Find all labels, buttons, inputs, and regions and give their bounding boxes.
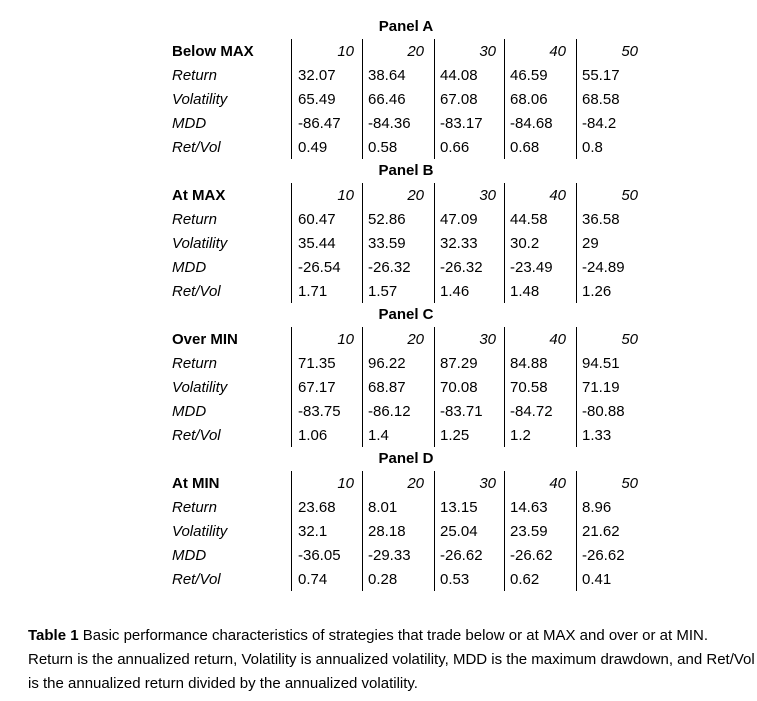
table-cell: 36.58 [582,211,620,228]
table-cell: 1.71 [298,283,328,300]
column-header: 10 [337,187,354,204]
table-cell: -23.49 [510,259,553,276]
table-cell: 67.17 [298,379,336,396]
column-divider [504,327,505,447]
column-header: 30 [479,331,496,348]
table-cell: 38.64 [368,67,406,84]
column-divider [362,327,363,447]
table-cell: 46.59 [510,67,548,84]
row-label: Ret/Vol [172,283,221,300]
table-cell: 0.68 [510,139,540,156]
column-divider [504,471,505,591]
table-cell: 52.86 [368,211,406,228]
column-divider [576,327,577,447]
row-label: Ret/Vol [172,571,221,588]
row-label: MDD [172,547,207,564]
table-cell: -26.54 [298,259,341,276]
table-cell: 0.8 [582,139,603,156]
table-cell: -84.68 [510,115,553,132]
table-cell: -26.62 [510,547,553,564]
table-row [0,377,757,401]
column-header: 20 [407,475,424,492]
table-cell: -83.17 [440,115,483,132]
table-row [0,233,757,257]
table-cell: 25.04 [440,523,478,540]
table-cell: 44.58 [510,211,548,228]
row-label: Ret/Vol [172,427,221,444]
table-cell: 28.18 [368,523,406,540]
row-label: Return [172,499,218,516]
table-cell: 0.58 [368,139,398,156]
panel-header-label: At MIN [172,475,220,492]
column-divider [291,327,292,447]
table-cell: 32.33 [440,235,478,252]
table-panel [0,306,757,450]
table-cell: -26.32 [440,259,483,276]
table-cell: 68.87 [368,379,406,396]
table-cell: 1.26 [582,283,612,300]
table-cell: -26.62 [440,547,483,564]
table-cell: 71.35 [298,355,336,372]
table-cell: 0.28 [368,571,398,588]
row-label: MDD [172,259,207,276]
row-label: Ret/Vol [172,139,221,156]
table-cell: 1.33 [582,427,612,444]
table-cell: 71.19 [582,379,620,396]
column-divider [291,39,292,159]
table-cell: 68.58 [582,91,620,108]
column-divider [362,39,363,159]
table-cell: 1.57 [368,283,398,300]
table-cell: -24.89 [582,259,625,276]
table-cell: 94.51 [582,355,620,372]
panel-header-row [0,473,757,497]
table-cell: 55.17 [582,67,620,84]
table-row [0,281,757,305]
table-cell: 70.58 [510,379,548,396]
table-cell: 65.49 [298,91,336,108]
column-header: 30 [479,187,496,204]
row-label: Volatility [172,91,228,108]
table-cell: 1.46 [440,283,470,300]
table-cell: -86.47 [298,115,341,132]
column-divider [362,471,363,591]
table-cell: 1.25 [440,427,470,444]
table-cell: 1.4 [368,427,389,444]
table-cell: 33.59 [368,235,406,252]
table-cell: -36.05 [298,547,341,564]
panel-header-label: At MAX [172,187,226,204]
column-header: 10 [337,331,354,348]
table-cell: -86.12 [368,403,411,420]
table-cell: 0.66 [440,139,470,156]
column-header: 50 [621,187,638,204]
table-cell: -26.62 [582,547,625,564]
column-header: 50 [621,43,638,60]
table-cell: -26.32 [368,259,411,276]
table-cell: 0.74 [298,571,328,588]
row-label: MDD [172,115,207,132]
column-divider [504,183,505,303]
column-header: 20 [407,43,424,60]
panel-title: Panel D [378,450,434,467]
table-row [0,65,757,89]
row-label: Volatility [172,523,228,540]
panel-header-label: Below MAX [172,43,254,60]
table-cell: 47.09 [440,211,478,228]
column-divider [504,39,505,159]
column-header: 10 [337,475,354,492]
table-cell: 21.62 [582,523,620,540]
column-header: 10 [337,43,354,60]
table-cell: 67.08 [440,91,478,108]
table-cell: 32.1 [298,523,328,540]
column-header: 40 [549,187,566,204]
column-header: 30 [479,475,496,492]
table-cell: 70.08 [440,379,478,396]
table-cell: 0.53 [440,571,470,588]
table-row [0,137,757,161]
table-cell: 35.44 [298,235,336,252]
table-cell: 60.47 [298,211,336,228]
table-cell: -83.75 [298,403,341,420]
row-label: Volatility [172,235,228,252]
column-header: 20 [407,187,424,204]
table-cell: 0.49 [298,139,328,156]
table-cell: -84.36 [368,115,411,132]
table-cell: -84.2 [582,115,617,132]
table-cell: 1.06 [298,427,328,444]
column-divider [291,183,292,303]
table-row [0,569,757,593]
table-panel [0,450,757,594]
panel-title: Panel A [378,18,434,35]
table-cell: 1.48 [510,283,540,300]
caption-label: Table 1 [28,627,79,644]
column-divider [291,471,292,591]
table-cell: -80.88 [582,403,625,420]
table-row [0,425,757,449]
table-row [0,89,757,113]
column-header: 50 [621,331,638,348]
table-cell: -29.33 [368,547,411,564]
table-cell: 32.07 [298,67,336,84]
table-cell: 68.06 [510,91,548,108]
table-cell: 84.88 [510,355,548,372]
table-cell: 8.96 [582,499,612,516]
column-divider [434,39,435,159]
table-cell: -83.71 [440,403,483,420]
table-panel [0,18,757,162]
column-divider [362,183,363,303]
table-cell: 0.41 [582,571,612,588]
panel-header-row [0,329,757,353]
panel-header-row [0,41,757,65]
column-divider [576,183,577,303]
table-cell: -84.72 [510,403,553,420]
column-divider [434,471,435,591]
table-cell: 23.68 [298,499,336,516]
column-header: 50 [621,475,638,492]
column-divider [434,327,435,447]
column-header: 20 [407,331,424,348]
table-panel [0,162,757,306]
table-cell: 44.08 [440,67,478,84]
panel-title: Panel C [378,306,434,323]
row-label: Return [172,211,218,228]
table-cell: 14.63 [510,499,548,516]
table-cell: 29 [582,235,599,252]
table-cell: 96.22 [368,355,406,372]
table-row [0,401,757,425]
table-row [0,497,757,521]
table-row [0,113,757,137]
column-header: 40 [549,43,566,60]
caption-text: Basic performance characteristics of strategies that trade below or at MAX and over or at MIN. Return is the annualized return, Volatility is annualized volatility, MDD is the maximum drawdown, and Ret/Vol is the annualized return divided by the annualized volatility. [28,627,755,692]
table-cell: 66.46 [368,91,406,108]
table-cell: 1.2 [510,427,531,444]
table-row [0,353,757,377]
table-cell: 87.29 [440,355,478,372]
panel-title: Panel B [378,162,434,179]
table-caption [28,624,756,696]
column-header: 40 [549,475,566,492]
table-cell: 8.01 [368,499,398,516]
table-cell: 30.2 [510,235,540,252]
table-row [0,257,757,281]
column-header: 30 [479,43,496,60]
panel-header-row [0,185,757,209]
table-row [0,545,757,569]
table-cell: 23.59 [510,523,548,540]
column-divider [576,471,577,591]
row-label: Return [172,67,218,84]
row-label: Return [172,355,218,372]
table-cell: 13.15 [440,499,478,516]
row-label: Volatility [172,379,228,396]
table-row [0,521,757,545]
row-label: MDD [172,403,207,420]
column-divider [434,183,435,303]
column-divider [576,39,577,159]
column-header: 40 [549,331,566,348]
panel-header-label: Over MIN [172,331,238,348]
table-row [0,209,757,233]
table-cell: 0.62 [510,571,540,588]
